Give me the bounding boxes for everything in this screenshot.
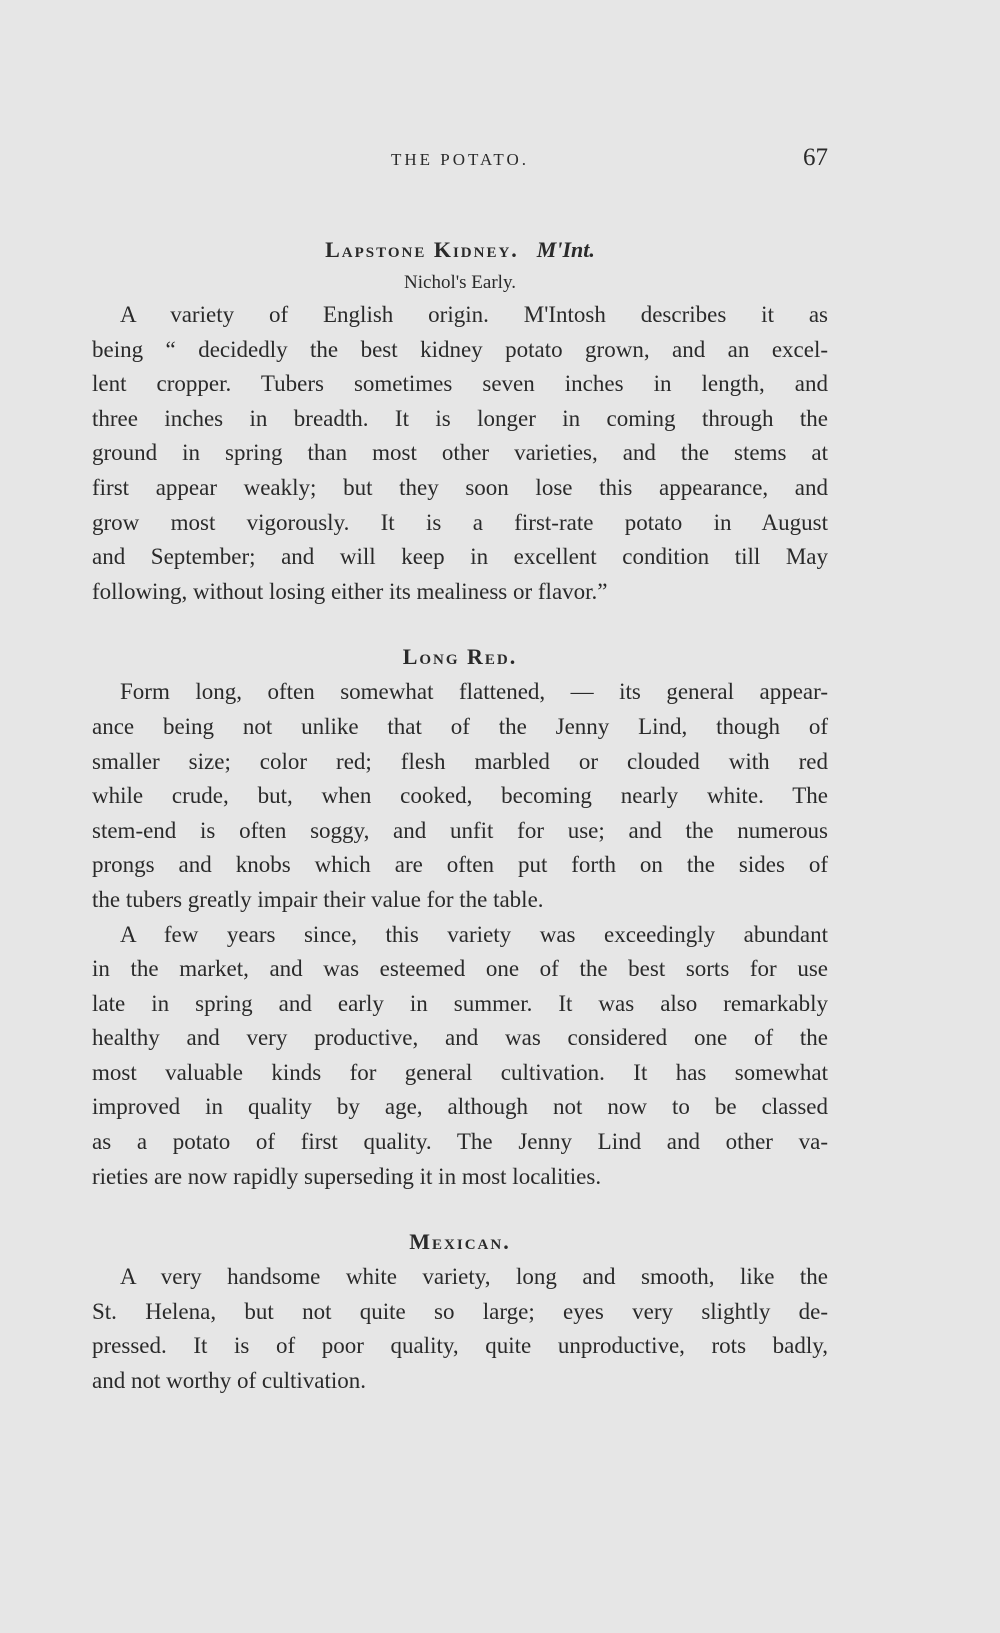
running-head [92,146,828,176]
entry-title: Lapstone Kidney. [325,237,519,262]
text-line: St. Helena, but not quite so large; eyes very slightly de- [92,1298,828,1324]
text-line: ance being not unlike that of the Jenny Lind, though of [92,713,828,739]
entry-long-red [92,639,828,1194]
text-line: three inches in breadth. It is longer in coming through the [92,405,828,431]
entry-heading [92,1224,828,1260]
paragraph [92,918,828,1195]
entry-heading [92,639,828,675]
text-line: lent cropper. Tubers sometimes seven inches in length, and [92,371,828,397]
text-line: stem-end is often soggy, and unfit for use; and the numerous [92,817,828,843]
running-title: THE POTATO. [390,150,530,169]
text-line: rieties are now rapidly superseding it in most localities. [92,1163,602,1189]
entry-lapstone-kidney [92,232,828,609]
text-line: first appear weakly; but they soon lose this appearance, and [92,474,828,500]
paragraph [92,1260,828,1398]
entry-title: Long Red. [402,644,518,670]
page-number: 67 [803,144,828,171]
text-line: being “ decidedly the best kidney potato grown, and an excel- [92,336,828,362]
page-content [92,232,828,1399]
text-line: following, without losing either its mealiness or flavor.” [92,578,608,604]
entry-title: Mexican. [409,1229,511,1255]
text-line: A variety of English origin. M'Intosh describes it as [120,302,828,327]
text-line: A few years since, this variety was exceedingly abundant [120,921,828,947]
text-line: ground in spring than most other varieties, and the stems at [92,440,828,466]
text-line: prongs and knobs which are often put forth on the sides of [92,852,828,878]
entry-authority: M'Int. [536,237,595,262]
text-line: Form long, often somewhat flattened, — its general appear- [120,679,828,705]
text-line: and not worthy of cultivation. [92,1368,367,1394]
entry-mexican [92,1224,828,1398]
text-line: while crude, but, when cooked, becoming nearly white. The [92,783,828,809]
text-line: and September; and will keep in excellent condition till May [92,544,828,570]
text-line: pressed. It is of poor quality, quite unproductive, rots badly, [92,1333,828,1359]
text-line: as a potato of first quality. The Jenny Lind and other va- [92,1129,828,1155]
text-line: A very handsome white variety, long and smooth, like the [120,1264,828,1290]
entry-heading [92,232,828,268]
text-line: improved in quality by age, although not now to be classed [92,1094,828,1120]
text-line: late in spring and early in summer. It was also remarkably [92,990,828,1016]
text-line: in the market, and was esteemed one of the best sorts for use [92,956,828,982]
text-line: healthy and very productive, and was considered one of the [92,1025,828,1051]
text-line: grow most vigorously. It is a first-rate potato in August [92,509,828,535]
paragraph [92,298,828,609]
entry-synonym: Nichol's Early. [404,272,516,293]
text-line: the tubers greatly impair their value for the table. [92,886,544,912]
text-line: most valuable kinds for general cultivation. It has somewhat [92,1059,828,1085]
paragraph [92,675,828,917]
text-line: smaller size; color red; flesh marbled or clouded with red [92,748,828,774]
